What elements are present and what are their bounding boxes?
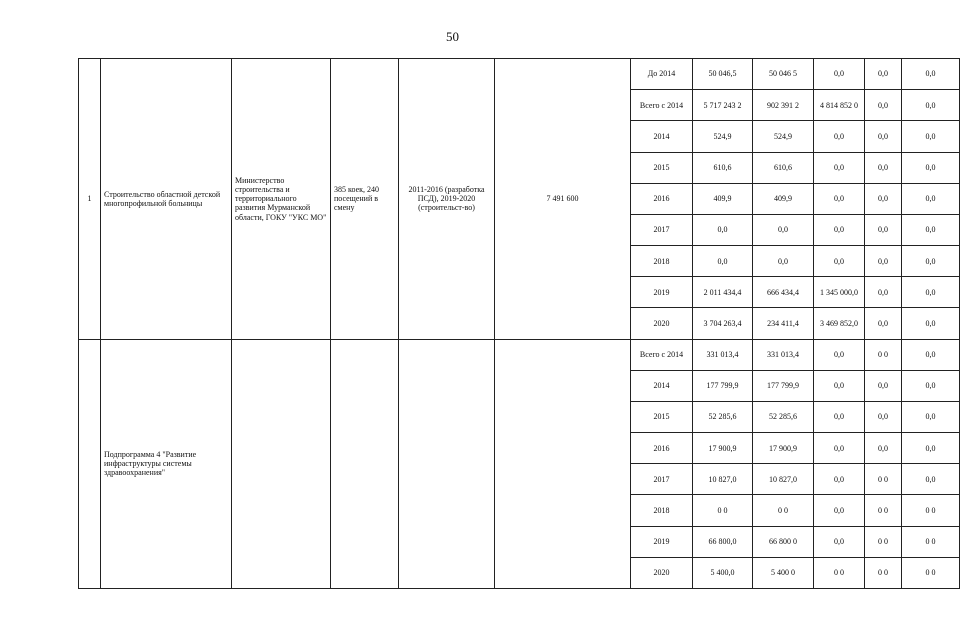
year-cell: 2018	[631, 495, 693, 526]
federal-budget-cell: 0,0	[814, 370, 865, 401]
total-cell: 3 704 263,4	[693, 308, 753, 339]
total-cell: 2 011 434,4	[693, 277, 753, 308]
row-index: 1	[87, 194, 92, 204]
total-cell: 610,6	[693, 152, 753, 183]
local-budget-cell: 0,0	[865, 401, 902, 432]
other-sources-cell: 0 0	[902, 557, 960, 588]
local-budget-cell: 0 0	[865, 526, 902, 557]
year-cell: 2016	[631, 433, 693, 464]
executor-cell	[232, 59, 331, 340]
total-cell: 0 0	[693, 495, 753, 526]
other-sources-cell: 0,0	[902, 121, 960, 152]
year-cell: 2016	[631, 183, 693, 214]
regional-budget-cell: 610,6	[753, 152, 814, 183]
federal-budget-cell: 4 814 852 0	[814, 90, 865, 121]
cost-cell	[495, 59, 631, 340]
other-sources-cell: 0,0	[902, 90, 960, 121]
local-budget-cell: 0,0	[865, 121, 902, 152]
federal-budget-cell: 0,0	[814, 339, 865, 370]
total-cell: 17 900,9	[693, 433, 753, 464]
federal-budget-cell: 0,0	[814, 246, 865, 277]
other-sources-cell: 0 0	[902, 526, 960, 557]
regional-budget-cell: 52 285,6	[753, 401, 814, 432]
federal-budget-cell: 0,0	[814, 433, 865, 464]
regional-budget-cell: 0,0	[753, 246, 814, 277]
other-sources-cell: 0,0	[902, 433, 960, 464]
other-sources-cell: 0 0	[902, 495, 960, 526]
year-cell: 2017	[631, 214, 693, 245]
total-cell: 10 827,0	[693, 464, 753, 495]
executor-cell	[232, 339, 331, 588]
other-sources-cell: 0,0	[902, 308, 960, 339]
subprogram-name-cell	[101, 339, 232, 588]
federal-budget-cell: 0,0	[814, 183, 865, 214]
other-sources-cell: 0,0	[902, 401, 960, 432]
regional-budget-cell: 50 046 5	[753, 59, 814, 90]
period: 2011-2016 (разработка ПСД), 2019-2020 (строительст-во)	[408, 184, 485, 213]
regional-budget-cell: 0 0	[753, 495, 814, 526]
federal-budget-cell: 0,0	[814, 121, 865, 152]
table-row	[79, 59, 960, 90]
other-sources-cell: 0,0	[902, 152, 960, 183]
capacity-cell	[331, 339, 399, 588]
total-cell: 331 013,4	[693, 339, 753, 370]
regional-budget-cell: 524,9	[753, 121, 814, 152]
federal-budget-cell: 0 0	[814, 557, 865, 588]
year-cell: Всего с 2014	[631, 339, 693, 370]
budget-table	[78, 58, 960, 589]
local-budget-cell: 0 0	[865, 557, 902, 588]
other-sources-cell: 0,0	[902, 183, 960, 214]
other-sources-cell: 0,0	[902, 59, 960, 90]
total-cell: 409,9	[693, 183, 753, 214]
year-cell: 2020	[631, 308, 693, 339]
estimated-cost: 7 491 600	[546, 194, 579, 204]
other-sources-cell: 0,0	[902, 339, 960, 370]
local-budget-cell: 0,0	[865, 370, 902, 401]
year-cell: 2019	[631, 277, 693, 308]
year-cell: 2020	[631, 557, 693, 588]
period-cell	[399, 339, 495, 588]
federal-budget-cell: 0,0	[814, 526, 865, 557]
year-cell: 2014	[631, 121, 693, 152]
period-cell	[399, 59, 495, 340]
local-budget-cell: 0 0	[865, 464, 902, 495]
local-budget-cell: 0 0	[865, 339, 902, 370]
object-name: Строительство областной детской многопрофильной больницы	[104, 189, 221, 208]
capacity: 385 коек, 240 посещений в смену	[334, 184, 380, 213]
total-cell: 0,0	[693, 214, 753, 245]
total-cell: 0,0	[693, 246, 753, 277]
capacity-cell	[331, 59, 399, 340]
regional-budget-cell: 902 391 2	[753, 90, 814, 121]
federal-budget-cell: 3 469 852,0	[814, 308, 865, 339]
total-cell: 177 799,9	[693, 370, 753, 401]
regional-budget-cell: 17 900,9	[753, 433, 814, 464]
regional-budget-cell: 234 411,4	[753, 308, 814, 339]
local-budget-cell: 0,0	[865, 183, 902, 214]
regional-budget-cell: 10 827,0	[753, 464, 814, 495]
local-budget-cell: 0,0	[865, 308, 902, 339]
year-cell: 2017	[631, 464, 693, 495]
federal-budget-cell: 1 345 000,0	[814, 277, 865, 308]
local-budget-cell: 0,0	[865, 214, 902, 245]
local-budget-cell: 0,0	[865, 152, 902, 183]
object-name-cell	[101, 59, 232, 340]
year-cell: 2015	[631, 401, 693, 432]
federal-budget-cell: 0,0	[814, 495, 865, 526]
total-cell: 50 046,5	[693, 59, 753, 90]
local-budget-cell: 0,0	[865, 433, 902, 464]
budget-table-body	[79, 59, 960, 589]
executor-name: Министерство строительства и территориального развития Мурманской области, ГОКУ "УКС МО"	[235, 175, 327, 222]
row-index-cell	[79, 59, 101, 340]
row-index-cell	[79, 339, 101, 588]
regional-budget-cell: 0,0	[753, 214, 814, 245]
local-budget-cell: 0,0	[865, 277, 902, 308]
total-cell: 66 800,0	[693, 526, 753, 557]
local-budget-cell: 0 0	[865, 495, 902, 526]
total-cell: 5 400,0	[693, 557, 753, 588]
federal-budget-cell: 0,0	[814, 152, 865, 183]
regional-budget-cell: 177 799,9	[753, 370, 814, 401]
local-budget-cell: 0,0	[865, 59, 902, 90]
regional-budget-cell: 66 800 0	[753, 526, 814, 557]
local-budget-cell: 0,0	[865, 90, 902, 121]
year-cell: 2015	[631, 152, 693, 183]
regional-budget-cell: 5 400 0	[753, 557, 814, 588]
year-cell: 2014	[631, 370, 693, 401]
page-number: 50	[446, 29, 459, 44]
year-cell: До 2014	[631, 59, 693, 90]
year-cell: 2019	[631, 526, 693, 557]
total-cell: 5 717 243 2	[693, 90, 753, 121]
year-cell: Всего с 2014	[631, 90, 693, 121]
other-sources-cell: 0,0	[902, 246, 960, 277]
total-cell: 52 285,6	[693, 401, 753, 432]
regional-budget-cell: 409,9	[753, 183, 814, 214]
regional-budget-cell: 666 434,4	[753, 277, 814, 308]
other-sources-cell: 0,0	[902, 370, 960, 401]
federal-budget-cell: 0,0	[814, 214, 865, 245]
year-cell: 2018	[631, 246, 693, 277]
cost-cell	[495, 339, 631, 588]
other-sources-cell: 0,0	[902, 214, 960, 245]
other-sources-cell: 0,0	[902, 277, 960, 308]
federal-budget-cell: 0,0	[814, 59, 865, 90]
other-sources-cell: 0,0	[902, 464, 960, 495]
federal-budget-cell: 0,0	[814, 464, 865, 495]
federal-budget-cell: 0,0	[814, 401, 865, 432]
local-budget-cell: 0,0	[865, 246, 902, 277]
regional-budget-cell: 331 013,4	[753, 339, 814, 370]
subprogram-name: Подпрограмма 4 "Развитие инфраструктуры системы здравоохранения"	[104, 449, 197, 478]
total-cell: 524,9	[693, 121, 753, 152]
table-row	[79, 339, 960, 370]
